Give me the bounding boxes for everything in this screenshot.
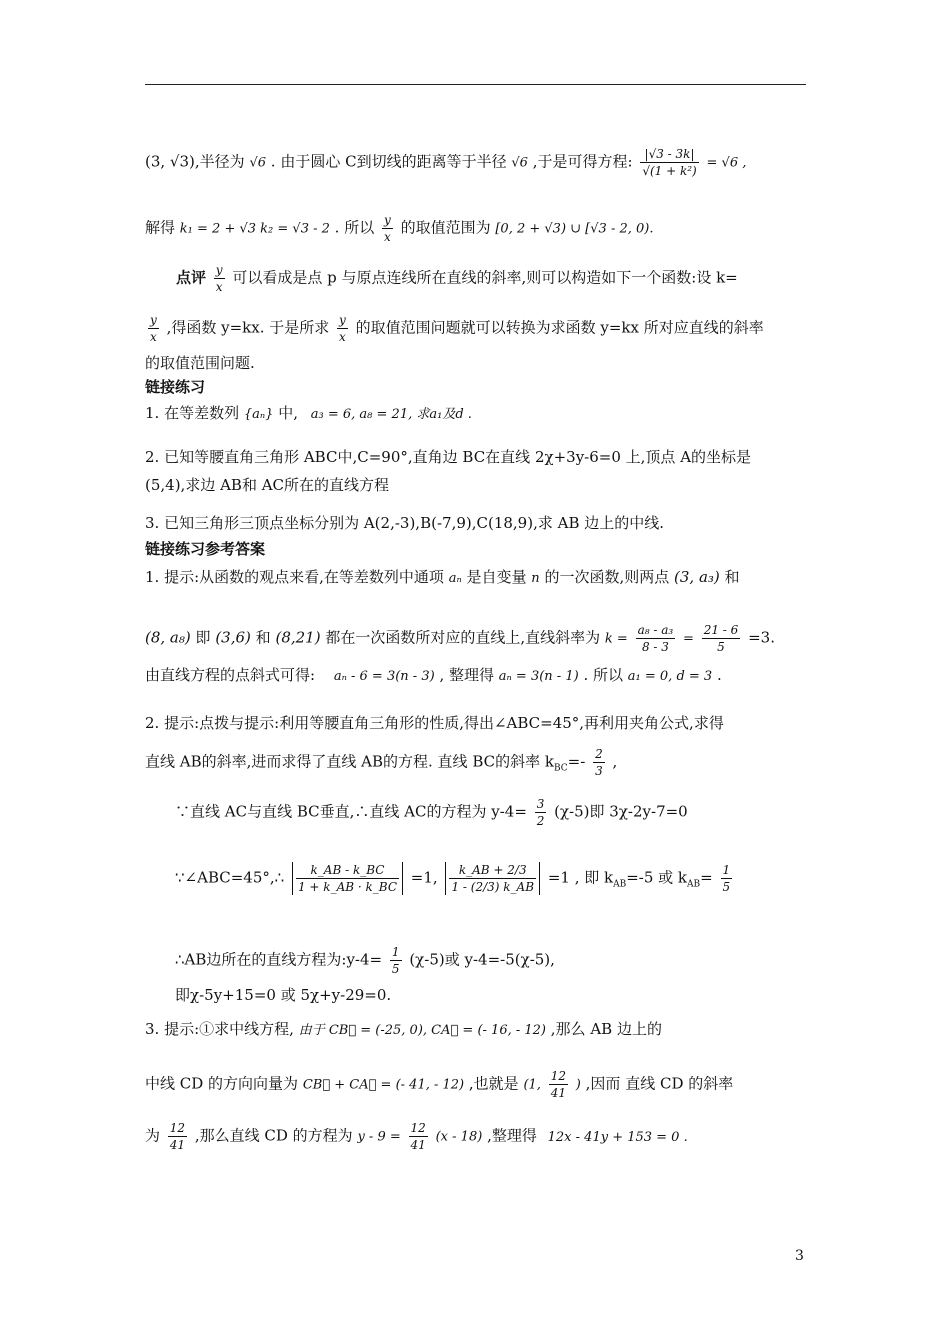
text: ,那么直线 CD 的方程为 [194,1126,353,1145]
text: ,于是可得方程: [532,152,633,171]
subscript: AB [687,879,701,890]
text: =- [567,752,586,771]
line-2 [145,212,810,245]
text: 和 [724,568,740,586]
answer-3-line-3 [145,1120,810,1153]
subscript: BC [553,763,568,774]
text: 直线 AB的斜率,进而求得了直线 AB的方程. 直线 BC的斜率 k [145,752,554,771]
math: 12x - 41y + 153 = 0 . [547,1129,688,1145]
line-1 [145,146,810,179]
heading-answers: 链接练习参考答案 [145,540,266,558]
text: ,整理得 [487,1126,537,1145]
fraction: $\frac{1}{5}$ [391,945,400,976]
math: aₙ [448,571,462,586]
fraction: $\frac{y}{x}$ [215,263,223,294]
math: (8, a₈) [145,628,191,647]
math: √6 [249,155,266,171]
math: = [683,631,694,647]
header-rule [145,84,806,85]
text: 都在一次函数所对应的直线上,直线斜率为 [325,628,601,647]
practice-3: 3. 已知三角形三顶点坐标分别为 A(2,-3),B(-7,9),C(18,9),求 AB 边上的中线. [145,514,665,532]
answer-1 [145,566,810,590]
answer-3 [145,1018,810,1042]
line-5: 的取值范围问题. [145,354,255,372]
fraction: $\frac{12}{41}$ [410,1121,426,1152]
text: 即 [195,628,211,647]
text: . [716,666,722,684]
math: n [531,571,540,586]
practice-2-cont: (5,4),求边 AB和 AC所在的直线方程 [145,476,390,494]
text: =1 , 即 k [547,868,614,887]
text: 可以看成是点 p 与原点连线所在直线的斜率,则可以构造如下一个函数:设 k= [232,268,738,287]
fraction: $\frac{21 - 6}{5}$ [703,623,739,654]
fraction: $\frac{y}{x}$ [384,213,391,244]
text: (χ-5)或 y-4=-5(χ-5), [409,950,555,969]
fraction: $\frac{|√3 - 3k|}{\text{√(1 + k²)}}$ [642,147,697,178]
answer-1-line-2 [145,622,810,655]
text: , 整理得 [439,666,494,684]
text: ∵直线 AC与直线 BC垂直,∴直线 AC的方程为 y-4= [175,802,527,821]
text: ,也就是 [468,1074,519,1093]
text: 解得 [145,218,176,237]
math: CB⃗ + CA⃗ = (- 41, - 12) [302,1077,465,1093]
answer-1-line-3 [145,664,810,688]
math: (3,6) [215,628,251,647]
text: ∵∠ABC=45°,∴ [175,868,285,887]
text: 中线 CD 的方向向量为 [145,1074,299,1093]
math: a₃ = 6, a₈ = 21, 求a₁及d . [310,407,472,422]
math: aₙ - 6 = 3(n - 3) [333,669,435,684]
line-4 [145,312,810,345]
text: (χ-5)即 3χ-2y-7=0 [554,802,688,821]
text: . 所以 [334,218,375,237]
text: (3, √3),半径为 [145,152,245,171]
abs-fraction: $\frac{k\_AB + 2/3}{1 - (2/3) k\_AB}$ [445,862,540,895]
fraction: $\frac{12}{41}$ [169,1121,186,1152]
text: . 由于圆心 C到切线的距离等于半径 [270,152,507,171]
line-3 [176,262,841,295]
text: 的取值范围为 [400,218,491,237]
text: . 所以 [583,666,624,684]
fraction: $\frac{3}{2}$ [536,797,545,828]
fraction: $\frac{\text{a₈ - a₃}}{8 - 3}$ [637,623,674,654]
text: =3. [748,628,775,647]
answer-2-line-5 [175,944,840,977]
page-number: 3 [795,1248,804,1264]
text: ,那么 AB 边上的 [550,1020,662,1038]
text: , [612,752,618,771]
math: 由于 CB⃗ = (-25, 0), CA⃗ = (- 16, - 12) [298,1023,546,1038]
math: √6 [511,155,528,171]
math: = √6 , [706,155,747,171]
text: ,得函数 y=kx. 于是所求 [166,318,330,337]
text: 的一次函数,则两点 [544,568,670,586]
text: =-5 或 k [626,868,688,887]
text: 的取值范围问题就可以转换为求函数 y=kx 所对应直线的斜率 [355,318,764,337]
math: ) [575,1077,581,1093]
heading-practice: 链接练习 [145,378,206,396]
answer-3-line-2 [145,1068,810,1101]
text: 3. 提示:①求中线方程, [145,1020,294,1038]
remark-label: 点评 [176,268,207,287]
practice-2: 2. 已知等腰直角三角形 ABC中,C=90°,直角边 BC在直线 2χ+3y-6=0 上,顶点 A的坐标是 [145,448,752,466]
math: y - 9 = [357,1129,401,1145]
text: =1, [410,868,438,887]
text: 和 [255,628,271,647]
math: k = [604,631,628,647]
math: a₁ = 0, d = 3 [627,669,713,684]
answer-2-line-6: 即χ-5y+15=0 或 5χ+y-29=0. [175,986,392,1004]
abs-fraction: $\frac{k\_AB - k\_BC}{1 + k\_AB \cdot k\_BC}$ [292,862,403,895]
text: 中, [278,404,298,422]
math: (x - 18) [435,1129,483,1145]
fraction: $\frac{2}{3}$ [595,747,603,778]
math: aₙ = 3(n - 1) [498,669,579,684]
fraction: $\frac{1}{5}$ [722,863,731,894]
text: 1. 在等差数列 [145,404,240,422]
fraction: $\frac{12}{41}$ [550,1069,567,1100]
math: (1, [523,1077,541,1093]
answer-2-line-2 [145,746,810,780]
text: 1. 提示:从函数的观点来看,在等差数列中通项 [145,568,444,586]
answer-2: 2. 提示:点拨与提示:利用等腰直角三角形的性质,得出∠ABC=45°,再利用夹角公式,求得 [145,714,724,732]
text: 为 [145,1126,161,1145]
text: ∴AB边所在的直线方程为:y-4= [175,950,383,969]
math: (3, a₃) [674,568,720,586]
math: k₁ = 2 + √3 k₂ = √3 - 2 [179,221,330,237]
answer-2-line-3 [175,796,840,829]
math: [0, 2 + √3) ∪ [√3 - 2, 0). [495,221,654,237]
text: 由直线方程的点斜式可得: [145,666,316,684]
text: = [700,868,713,887]
practice-1 [145,402,810,426]
math: (8,21) [275,628,321,647]
answer-2-line-4 [175,862,840,896]
math: {aₙ} [243,407,274,422]
subscript: AB [613,879,627,890]
fraction: $\frac{y}{x}$ [339,313,346,344]
text: ,因而 直线 CD 的斜率 [585,1074,734,1093]
text: 是自变量 [466,568,527,586]
fraction: $\frac{y}{x}$ [150,313,157,344]
